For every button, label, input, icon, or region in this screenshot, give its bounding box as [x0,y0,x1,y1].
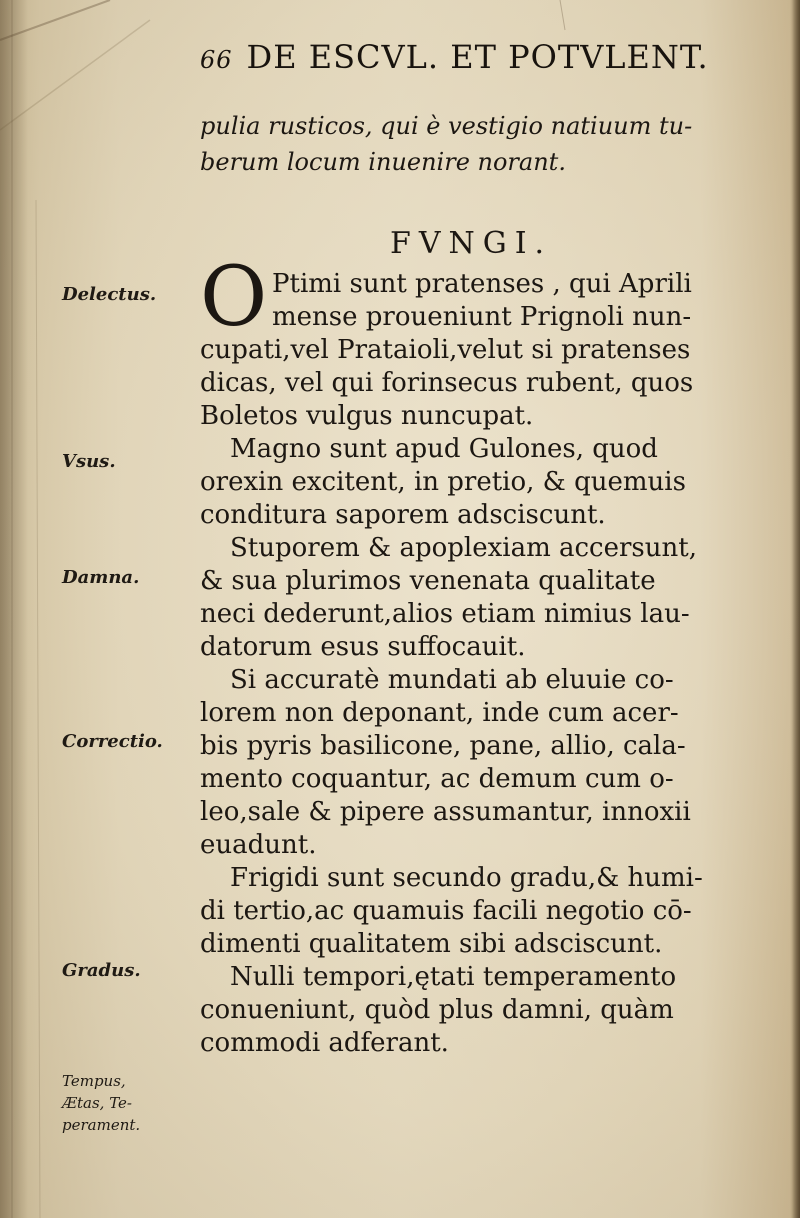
marginal-note-usus: Vsus. [62,451,116,472]
text-line: mense proueniunt Prignoli nun- [272,302,692,332]
section-heading: FVNGI. [390,226,553,261]
marginal-note-line: perament. [62,1116,141,1134]
text-line: Ptimi sunt pratenses , qui Aprili [272,269,692,299]
text-line: Stuporem & apoplexiam accersunt, [230,533,697,563]
text-line: cupati,vel Prataioli,velut si pratenses [200,335,691,365]
text-line: Frigidi sunt secundo gradu,& humi- [230,863,703,893]
text-line: di tertio,ac quamuis facili negotio cō- [200,896,692,926]
intro-line: pulia rusticos, qui è vestigio natiuum tu- [200,112,693,140]
text-line: conueniunt, quòd plus damni, quàm [200,995,674,1025]
intro-line: berum locum inuenire norant. [200,148,566,176]
body-text [200,268,775,1060]
text-line: dimenti qualitatem sibi adsciscunt. [200,929,663,959]
text-line: Nulli tempori,ętati temperamento [230,962,677,992]
text-line: & sua plurimos venenata qualitate [200,566,656,596]
marginal-note-damna: Damna. [62,567,140,588]
text-line: euadunt. [200,830,317,860]
marginal-note-line: Tempus, [62,1072,126,1090]
text-line: datorum esus suffocauit. [200,632,526,662]
text-line: dicas, vel qui forinsecus rubent, quos [200,368,694,398]
marginal-note-tempus [62,1070,140,1136]
text-line: orexin excitent, in pretio, & quemuis [200,467,686,497]
text-line: neci dederunt,alios etiam nimius lau- [200,599,690,629]
text-line: leo,sale & pipere assumantur, innoxii [200,797,691,827]
running-head [200,38,760,82]
text-line: Si accuratè mundati ab eluuie co- [230,665,674,695]
text-line: conditura saporem adsciscunt. [200,500,606,530]
marginal-note-line: Ætas, Te- [62,1094,133,1112]
text-line: Boletos vulgus nuncupat. [200,401,534,431]
text-line: commodi adferant. [200,1028,449,1058]
marginal-note-delectus: Delectus. [62,284,157,305]
text-line: mento coquantur, ac demum cum o- [200,764,674,794]
marginal-note-correctio: Correctio. [62,731,163,752]
page-number: 66 [200,46,233,74]
marginal-note-gradus: Gradus. [62,960,141,981]
text-line: Magno sunt apud Gulones, quod [230,434,658,464]
gutter-shadow [0,0,28,1218]
text-line: bis pyris basilicone, pane, allio, cala- [200,731,686,761]
text-line: lorem non deponant, inde cum acer- [200,698,679,728]
drop-capital-letter: O [200,250,268,345]
running-title: DE ESCVL. ET POTVLENT. [246,38,709,76]
intro-paragraph [200,108,770,180]
page-edge-shadow [792,0,800,1218]
